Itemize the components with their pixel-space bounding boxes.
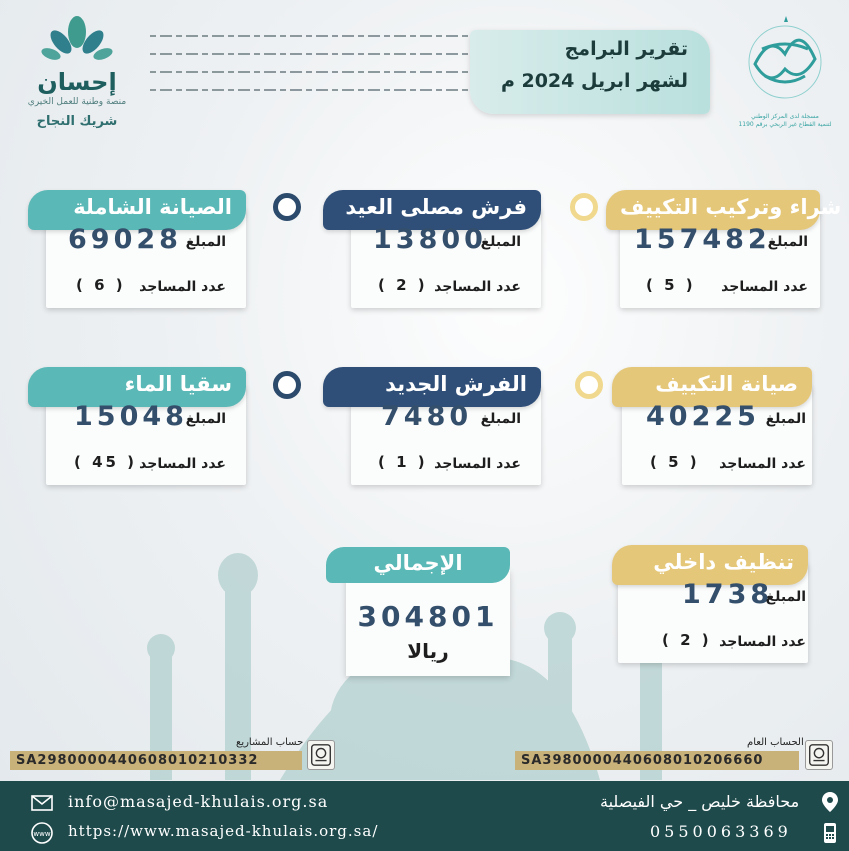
program-count-label: عدد المساجد [719, 634, 806, 650]
program-amount: 15048 [74, 401, 188, 432]
program-mosque-count: ( 2 ) [662, 631, 712, 649]
report-period: لشهر ابريل 2024 م [500, 70, 688, 92]
program-amount: 13800 [373, 224, 487, 255]
total-title: الإجمالي [326, 547, 510, 583]
bullet-dot [273, 371, 301, 399]
projects-account-iban[interactable]: SA2980000440608010210332 [10, 751, 302, 770]
bullet-dot [273, 193, 301, 221]
association-caption-1: مسجلة لدى المركز الوطني [751, 113, 819, 120]
program-card-eid-prayer-carpet [323, 190, 541, 320]
program-amount: 157482 [634, 224, 771, 255]
general-account-iban[interactable]: SA3980000440608010206660 [515, 751, 799, 770]
ehsan-logo [22, 12, 132, 129]
general-account [515, 737, 835, 771]
program-count-label: عدد المساجد [434, 279, 521, 295]
program-title: فرش مصلى العيد [323, 190, 541, 230]
program-mosque-count: ( 5 ) [650, 453, 700, 471]
program-mosque-count: ( 6 ) [76, 276, 126, 294]
ehsan-name: إحسان [37, 68, 117, 96]
bank-icon [307, 740, 335, 770]
phone-icon [818, 821, 842, 845]
program-count-label: عدد المساجد [721, 279, 808, 295]
program-card-new-carpet [323, 367, 541, 497]
projects-account [10, 737, 340, 771]
web-icon [30, 821, 54, 845]
program-card-comprehensive-maintenance [28, 190, 246, 320]
phone-number[interactable]: 0550063369 [650, 822, 792, 841]
program-amount-label: المبلغ [767, 234, 808, 250]
program-title: سقيا الماء [28, 367, 246, 407]
program-title: تنظيف داخلي [612, 545, 808, 585]
program-count-label: عدد المساجد [139, 456, 226, 472]
program-amount-label: المبلغ [480, 234, 521, 250]
address-text: محافظة خليص _ حي الفيصلية [600, 792, 800, 811]
program-mosque-count: ( 45 ) [74, 453, 138, 471]
program-amount: 7480 [381, 401, 473, 432]
program-amount: 40225 [646, 401, 760, 432]
program-card-ac-maintenance [612, 367, 812, 497]
program-card-interior-cleaning [612, 545, 808, 675]
bullet-dot [570, 193, 598, 221]
svg-text:www: www [33, 830, 51, 838]
program-count-label: عدد المساجد [719, 456, 806, 472]
total-amount: 304801 [357, 600, 499, 633]
program-title: الفرش الجديد [323, 367, 541, 407]
program-amount-label: المبلغ [480, 411, 521, 427]
email-link[interactable]: info@masajed-khulais.org.sa [68, 792, 329, 811]
location-icon [818, 790, 842, 814]
program-amount-label: المبلغ [765, 589, 806, 605]
bank-icon [805, 740, 833, 770]
association-emblem-icon [740, 14, 830, 109]
email-icon [30, 791, 54, 815]
program-mosque-count: ( 1 ) [378, 453, 428, 471]
total-box [346, 570, 510, 676]
footer [0, 781, 849, 851]
program-card-water-supply [28, 367, 246, 497]
ehsan-subtitle: منصة وطنية للعمل الخيري [27, 97, 127, 107]
program-amount-label: المبلغ [185, 411, 226, 427]
program-title: شراء وتركيب التكييف [606, 190, 820, 230]
report-title-box [470, 30, 710, 114]
program-amount: 1738 [682, 579, 774, 610]
association-logo [735, 14, 835, 129]
program-card-ac-installation [606, 190, 842, 320]
program-title: صيانة التكييف [612, 367, 812, 407]
program-amount: 69028 [68, 224, 182, 255]
decorative-lines [150, 30, 490, 100]
projects-account-label: حساب المشاريع [236, 737, 304, 748]
website-link[interactable]: https://www.masajed-khulais.org.sa/ [68, 822, 379, 840]
program-mosque-count: ( 5 ) [646, 276, 696, 294]
ehsan-logo-icon [37, 12, 117, 64]
program-count-label: عدد المساجد [434, 456, 521, 472]
bullet-dot [575, 371, 603, 399]
program-title: الصيانة الشاملة [28, 190, 246, 230]
report-title: تقرير البرامج [564, 38, 688, 60]
association-caption-2: لتنمية القطاع غير الربحي برقم 1190 [738, 121, 832, 128]
program-count-label: عدد المساجد [139, 279, 226, 295]
total-currency: ريالا [407, 639, 449, 663]
ehsan-partner-label: شريك النجاح [36, 114, 118, 129]
program-amount-label: المبلغ [765, 411, 806, 427]
general-account-label: الحساب العام [747, 737, 804, 748]
program-amount-label: المبلغ [185, 234, 226, 250]
program-mosque-count: ( 2 ) [378, 276, 428, 294]
